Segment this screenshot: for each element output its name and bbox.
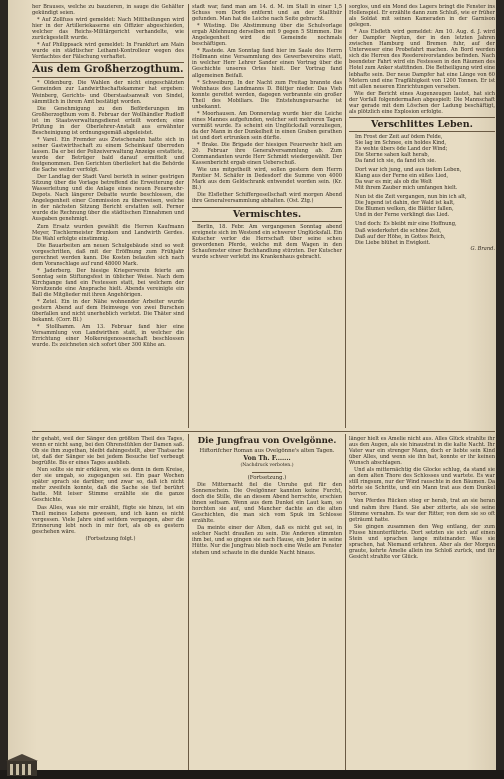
poem-body [349,134,495,246]
poem-signature: G. Brand. [470,245,495,252]
story-title: Die Jungfrau von Ovelgönne. [197,436,337,446]
poem-rule-bottom [349,131,495,132]
poem-rule-top [349,117,495,118]
poem-line: Dort war ich jung, und aus tiefem Leben, [355,167,462,174]
middle-paragraph: Wie uns mitgetheilt wird, sollen gestern dem Herrn Rentier M. Schäfer in Dedesdorf die Summe von 4000 Mark aus dem Geldschrank entwendet worden sein. (Kr. Bl.) [192,167,342,192]
bottom-left-paragraph: ihr gehabt, weil der Sänger den größten Theil des Tages, wenn er nicht sang, bei den Ohrenstühlen der Damen saß. Ob sie ihm zugethan, bleibt dahingestellt, aber Thatsache ist, daß der Sänger sie bei jedem Besuche tief verbeugt begrüßte. Bis er eines Tages ausblieb. [32,436,184,467]
poem-line: Sie lag im Schnee, ein holdes Kind, [355,139,447,146]
bottom-right-column [349,436,495,766]
poem-line: Daß auf der Höhe, in Gottes Reich, [355,233,446,240]
section-title-grossherzogthum: Aus dem Großherzogthum. [32,64,184,76]
left-paragraph: Der Landtag der Stadt Varel berieth in seiner gestrigen Sitzung über die Vorlage betreffend die Erweiterung der Wasserleitung und die Anlage eines neuen Feuerwehr-Depots. Nach längerer Debatte wurde beschlossen, die Angelegenheit einer Commission zu überweisen, welche in der nächsten Sitzung Bericht erstatten soll. Ferner wurde die Rechnung über die städtischen Einnahmen und Ausgaben genehmigt. [32,174,184,223]
middle-paragraph: * Rastede. Am Sonntag fand hier im Saale des Herrn Hollmann eine Versammlung des Gewerbevereins statt, in welcher Herr Lehrer Sander einen Vortrag über die Geschichte unseres Ortes hielt. Der Vortrag fand allgemeinen Beifall. [192,48,342,79]
title-rule-top [32,62,184,63]
story-paragraph: Da meinte einer der Alten, daß es nicht gut sei, in solcher Nacht draußen zu sein. Die Anderen stimmten ihm bei, und so gingen sie nach Hause, ein Jeder in seine Hütte. Nur die Jungfrau blieb noch eine Weile am Fenster stehen und schaute in die dunkle Nacht hinaus. [192,525,342,556]
bottom-right-paragraph: Von Pferdes Rücken stieg er herab, trat an sie heran und nahm ihre Hand. Sie aber zitterte, als sie seine Stimme vernahm. Es war der Ritter, von dem sie so oft geträumt hatte. [349,498,495,523]
left-paragraph: * Varel. Ein Fremder aus Zwischenahn hatte sich in seiner Gastwirthschaft zu einem Scheinkauf überreden lassen. Da er bei der Polizeiverwaltung Anzeige erstattete, wurde der Betrüger bald darauf ermittelt und festgenommen. Den Gerichten überliefert hat die Behörde die Sache weiter verfolgt. [32,136,184,174]
story-rule [252,472,282,473]
column-rule-right-bottom [345,434,346,770]
left-paragraph: Die Bauarbeiten am neuen Schulgebäude sind so weit vorgeschritten, daß mit der Eröffnung zum Frühjahr gerechnet werden kann. Die Kosten belaufen sich nach dem Voranschlage auf rund 48000 Mark. [32,242,184,267]
bottom-right-paragraph: Sie gingen zusammen den Weg entlang, der zum Flusse hinunterführte. Dort setzten sie sich auf einen Stein und sprachen lange miteinander. Was sie sprachen, hat Niemand erfahren. Aber als der Morgen graute, kehrte Amelie allein ins Schloß zurück, und ihr Gesicht strahlte vor Glück. [349,523,495,560]
right-paragraph: * Aus Elsfleth wird gemeldet: Am 10. Aug. d. J. wird der Dampfer Neptun, der in den letzten Jahren zwischen Hamburg und Bremen fuhr, auf der Unterweser eine Probefahrt machen. An Bord werden sich die Herren des Reedereivorstandes befinden. Nach beendeter Fahrt wird ein Festessen in den Räumen des Hotel zum Anker stattfinden. Die Betheiligung wird eine lebhafte sein. Der neue Dampfer hat eine Länge von 60 Metern und eine Tragfähigkeit von 1200 Tonnen. Er ist mit allen neueren Einrichtungen versehen. [349,29,495,90]
middle-column [192,4,342,429]
left-column [32,4,184,429]
left-paragraph: Zum Ersatz wurden gewählt die Herren Kaufmann Meyer, Tischlermeister Brunken und Landwirth Gerdes. Die Wahl erfolgte einstimmig. [32,223,184,242]
poem-line: Die Blumen welken, die Blätter fallen, [355,206,454,213]
scan-bottom-band [0,770,504,779]
bottom-left-paragraph: Das Alles, was sie mir erzählt, fügte sie hinzu, ist ein Theil meines Lebens gewesen, und ich kann es nicht vergessen. Viele Jahre sind seitdem vergangen, aber die Erinnerung lebt noch in mir fort, als ob es gestern geschehen wäre. [32,504,184,535]
story-note: (Nachdruck verboten.) [240,463,294,468]
poem-line: Es wehte übers öde Land der Wind; [355,145,448,152]
story-subtitle: Hiftorifcher Roman aus Ovelgönne's alten Tagen. [199,448,335,454]
section-title-vermischtes: Vermischtes. [232,208,302,220]
vermischtes-paragraph: Berlin, 18. Febr. Am vergangenen Sonntag abend ereignete sich im Westend ein schwerer Unglücksfall. Ein Kutscher verlor die Herrschaft über seine scheu gewordenen Pferde, welche mit dem Wagen in den Schaufenster einer Buchhandlung stürzten. Der Kutscher wurde schwer verletzt ins Krankenhaus gebracht. [192,223,342,260]
newspaper-page [8,0,496,779]
middle-paragraph: * Brake. Die Brigade der hiesigen Feuerwehr hielt am 20. Februar ihre Generalversammlung ab. Zum Commandanten wurde Herr Schmidt wiedergewählt. Der Kassenbericht ergab einen Ueberschuß. [192,142,342,167]
right-paragraph: Wie der Bericht eines Augenzeugen lautet, hat sich der Vorfall folgendermaßen abgespielt: Die Mannschaft war gerade mit dem Löschen der Ladung beschäftigt, als plötzlich eine Explosion erfolgte. [349,90,495,115]
fortsetzung-folgt: (Fortsetzung folgt.) [85,535,136,542]
middle-paragraph: * Wüsting. Die Abstimmung über die Schulvorlage ergab Ablehnung derselben mit 9 gegen 5 Stimmen. Die Angelegenheit wird die Gemeinde nochmals beschäftigen. [192,23,342,48]
left-notice-1: * Auf Zollfuss wird gemeldet: Nach Mittheilungen wird hier in der Artilleriekaserne ein Offizier abgeschieden, welcher das Reichs-Militärgericht verhandelte, wie zurückgestellt wurde. [32,17,184,42]
archive-building-icon [6,753,38,777]
poem-line: Die Sterne sahen kalt herab, [355,151,430,158]
bottom-left-paragraph: Nun sollte sie mir erklären, wie es denn in dem Kreise, der sie umgab, so zugegangen sei. Ein paar Wochen später sprach sie darüber, und zwar so, daß ich nicht mehr zweifeln konnte, daß die Sache sie tief berührt hatte. Mit leiser Stimme erzählte sie die ganze Geschichte. [32,467,184,504]
column-rule-right [345,4,346,428]
poem-title: Verschlittes Leben. [371,118,473,130]
poem-line: Und doch: Es bleibt mir eine Hoffnung, [355,221,457,228]
poem-line: Im Frost der Zeit auf ödem Felde, [355,133,443,140]
right-column [349,4,495,429]
left-paragraph: Die Genehmigung zu den Beförderungen im Großherzogthum vom 8. Februar der Wollhändler Rudloff ist im Staatsverwaltungsdienst erteilt worden; eine Prüfung in der Oberlehrer-Anstalt aus erwähnter Bescheinigung ist ordnungsgemäß abgeleistet. [32,105,184,136]
story-column [192,436,342,766]
story-fortsetzung: (Fortsetzung.) [247,474,287,481]
vermischtes-rule-bottom [192,221,342,222]
story-paragraph: Die Mitternacht fiel die Unruhe gut für den Sonnenschein. Die Ovelgönner kannten keine Furcht, doch die Stille, die an diesem Abend herrschte, erschien ihnen seltsam. Wenn aus dem Dunkel ein Laut kam, so horchten sie auf, und Mancher dachte an die alten Geschichten, die man sich vom Spuk im Schlosse erzählte. [192,482,342,525]
bottom-right-paragraph: länger hielt es Amelie nicht aus. Alles Glück strahlte ihr aus den Augen, als sie hinaustrat in die kalte Nacht. Ihr Vater war ein strenger Mann, doch er liebte sein Kind über Alles, und wenn sie ihn bat, konnte er ihr keinen Wunsch abschlagen. [349,436,495,467]
middle-paragraph: stadt war, fand man am 14. d. M. im Stall in einer 1,5 Schuss vom Dorfe entfernt und an der Stallthür gefunden. Man hat die Leiche nach Seite gebracht. [192,4,342,23]
poem-line: Mit ihrem Zauber mich umfangen hielt. [355,185,458,192]
poem-line: Nun ist die Zeit vergangen, nun bin ich alt, [355,194,467,201]
poem-line: Da war es mir, als ob die Welt [355,179,432,186]
middle-paragraph: * Schweiburg. In der Nacht zum Freitag brannte das Wohnhaus des Landmanns D. Bültjer nieder. Das Vieh konnte gerettet werden, dagegen verbrannte ein großer Theil des Mobiliars. Die Entstehungsursache ist unbekannt. [192,79,342,110]
vermischtes-rule-top [192,207,342,208]
left-notice-2: * Auf Philippsack wird gemeldet: In Frankfurt am Main wurde ein städtischer Leihamt-Kontrolleur wegen des Verdachtes der Fälschung verhaftet. [32,42,184,61]
left-paragraph: * Zetel. Ein in der Nähe wohnender Arbeiter wurde gestern Abend auf dem Heimwege von zwei Burschen überfallen und nicht unerheblich verletzt. Die Thäter sind bekannt. (Corr. Bl.) [32,299,184,324]
middle-paragraph: * Moorhausen. Am Donnerstag wurde hier die Leiche eines Mannes aufgefunden, welcher seit mehreren Tagen vermißt wurde. Es scheint ein Unglücksfall vorzuliegen, da der Mann in der Dunkelheit in einen Graben gerathen ist und dort ertrunken sein dürfte. [192,110,342,141]
left-paragraph: * Jaderberg. Der hiesige Kriegerverein feierte am Sonntag sein Stiftungsfest in üblicher Weise. Nach dem Kirchgange fand ein Festessen statt, bei welchem der Vorsitzende eine Ansprache hielt. Abends vereinigte ein Ball die Mitglieder mit ihren Angehörigen. [32,267,184,299]
column-rule-left [188,4,189,428]
bottom-right-paragraph: Und als mitternächtig die Glocke schlug, da stand sie an dem alten Thore des Schlosses und wartete. Es war still ringsum, nur der Wind rauschte in den Bäumen. Da hörte sie Schritte, und ein Mann trat aus dem Dunkel hervor. [349,467,495,498]
bottom-left-column [32,436,184,766]
left-intro: her Brauses, welche zu bauzieren, in sauge die Gehälter gekündigt seien. [32,4,184,17]
poem-line: Da fand ich sie, da fand ich sie. [355,158,436,165]
title-rule-bottom [32,77,184,78]
column-rule-left-bottom [188,434,189,770]
right-paragraph: sorglos, und ein Mond des Lagers bringt die Fenster ins Hollenspiel. Er erzählte dann zum Schluß, wie er früher als Soldat mit seinen Kameraden in der Garnison gelegen. [349,4,495,29]
left-paragraph: * Oldenburg. Die Wahlen der nicht eingeschätzten Gemeinden zur Landwirthschaftskammer hat ergeben: Weinberg, Gerichts- und Oberstaatsanwalt von Sindel, sämmtlich in ihrem Amt bestätigt worden. [32,80,184,105]
poem-line: Daß wiederkehrt die schöne Zeit, [355,227,442,234]
story-author: Von Th. F....... [243,454,291,462]
poem-line: Und in der Ferne verklingt das Lied. [355,212,450,219]
section-divider [32,431,495,432]
middle-paragraph: Die Elsflether Schiffergesellschaft wird morgen Abend ihre Generalversammlung abhalten. (Ost. Ztg.) [192,192,342,205]
poem-line: Die Liebe blühet in Ewigkeit. [355,239,431,246]
poem-line: Die Jugend ist dahin, der Wald ist kalt, [355,200,455,207]
poem-line: Klang aus der Ferne ein süßes Lied, [355,173,449,180]
left-paragraph: * Stollhamm. Am 13. Februar fand hier eine Versammlung von Landwirthen statt, in welcher die Errichtung einer Molkereigenossenschaft beschlossen wurde. Es zeichneten sich sofort über 300 Kühe an. [32,324,184,349]
